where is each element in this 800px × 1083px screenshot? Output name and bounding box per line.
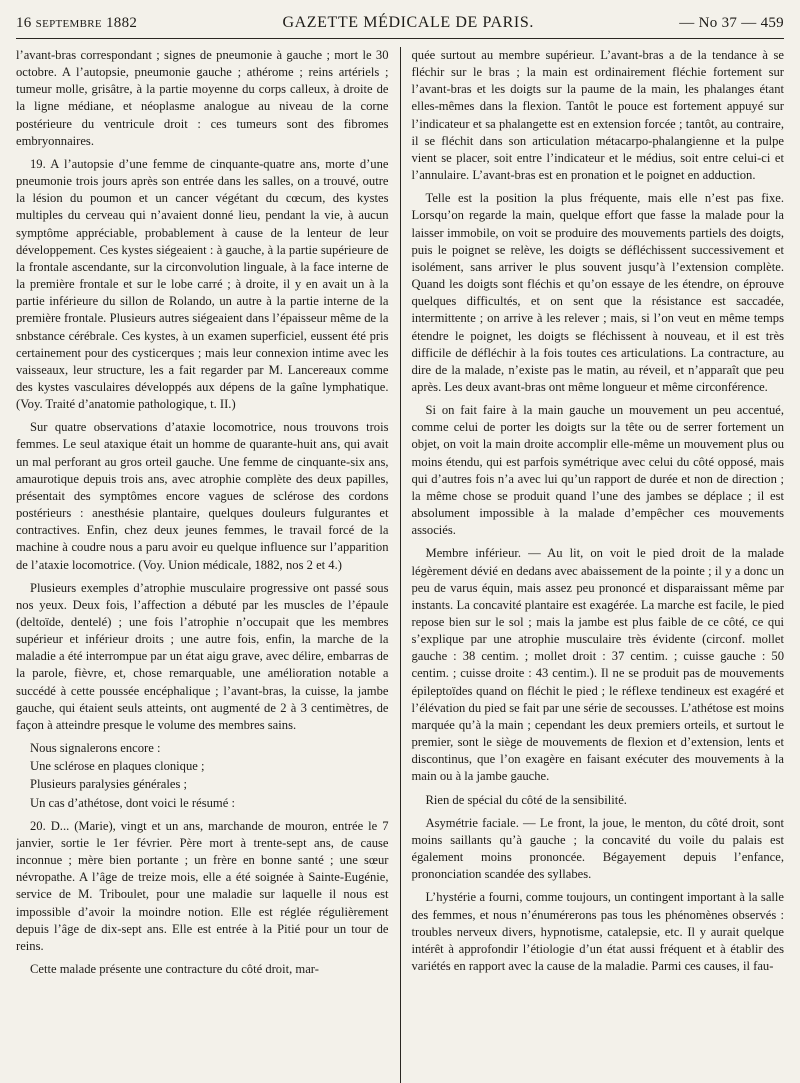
paragraph-ataxie: Sur quatre observations d’ataxie locomotrice, nous trouvons trois femmes. Le seul ataxique était un homme de quarante-huit ans, qui avait un mal perforant au gros orteil gauche. Une femme de cinquante-six ans, amaurotique depuis trois ans, avec atrophie complète des deux papilles, présentait des symptômes encore vagues de sclérose des cordons postérieurs : anesthésie plantaire, quelques douleurs fulgurantes et contractives. Enfin, chez deux jeunes femmes, le travail forcé de la machine à coudre nous a paru avoir eu quelque influence sur l’apparition de l’ataxie locomotrice. (Voy. Union médicale, 1882, nos 2 et 4.) [16, 420, 389, 572]
paragraph-contracture-continued: quée surtout au membre supérieur. L’avant-bras a de la tendance à se fléchir sur le bras ; la main est ordinairement fléchie fortement sur l’avant-bras et les doigts sur la paume de la main, les phalanges étant elles-mêmes dans la flexion. Tantôt le pouce est fortement appuyé sur l’indicateur et sa phalangette est en extension forcée ; tantôt, au contraire, il se fléchit dans son articulation métacarpo-phalangienne et la pulpe vient se placer, soit entre l’indicateur et le médius, soit entre celui-ci et l’annulaire. L’avant-bras est en pronation et le poignet en adduction. [411, 48, 784, 183]
paragraph-main-gauche: Si on fait faire à la main gauche un mouvement un peu accentué, comme celui de porter les doigts sur la tête ou de serrer fortement un objet, on voit la main droite accomplir elle-même un mouvement plus ou moins étendu, qui est parfois symétrique avec celui du côté opposé, mais qui d’autres fois n’a avec lui qu’un rapport de durée et non de direction ; la même chose se produit quand l’une des jambes se déplace ; il est absolument impossible à la malade d’empêcher ces mouvements associés. [411, 403, 784, 538]
text-columns [16, 47, 784, 1083]
paragraph-case-19: 19. A l’autopsie d’une femme de cinquante-quatre ans, morte d’une pneumonie trois jours après son entrée dans les salles, on a trouvé, outre la lésion du poumon et un cancer végétant du cœcum, des kystes multiples du cerveau qui n’avaient donné lieu, pendant la vie, à aucun symptôme appréciable, probablement à cause de la lenteur de leur développement. Ces kystes siégeaient : à gauche, à la partie supérieure de la frontale ascendante, sur la circonvolution linguale, à la face interne de la première frontale et sur le lobe carré ; à droite, il y en avait un à la partie inférieure du sillon de Rolando, un autre à la partie interne de la première frontale. Plusieurs autres siégeaient dans l’épaisseur même de la snbstance cérébrale. Ces kystes, à un examen superficiel, eussent été pris certainement pour des cysticerques ; mais leur connexion intime avec les vaisseaux, leur structure, les a fait regarder par M. Lancereaux comme des kystes vasculaires développés aux dépens de la gaîne lymphatique. (Voy. Traité d’anatomie pathologique, t. II.) [16, 156, 389, 412]
paragraph-membre-inferieur: Membre inférieur. — Au lit, on voit le pied droit de la malade légèrement dévié en dedans avec abaissement de la pointe ; il y a donc un peu de varus équin, mais assez peu prononcé et disparaissant même par instants. La concavité plantaire est exagérée. La marche est facile, le pied repose bien sur le sol ; mais la jambe est plus faible de ce côté, ce qui s’explique par une atrophie musculaire très évidente (circonf. mollet gauche : 38 centim. ; mollet droit : 37 centim. ; cuisse gauche : 50 centim. ; cuisse droite : 43 centim.). Il ne se produit pas de mouvements épileptoïdes quand on fléchit le pied ; le réflexe tendineux est exagéré et l’élévation du pied se fait par une série de secousses. L’athétose est moins marquée qu’à la main ; cependant les deux premiers orteils, et surtout le premier, sont le siège de mouvements de flexion et d’extension, lents et discontinus, que l’on exagère en faisant exécuter des mouvements à la main ou à la jambe gauche. [411, 546, 784, 784]
page-header [16, 14, 784, 39]
paragraph-asymetrie: Asymétrie faciale. — Le front, la joue, le menton, du côté droit, sont moins saillants qu’à gauche ; la concavité du voile du palais est également moins prononcée. Bégayement depuis l’enfance, prononciation scandée des syllabes. [411, 815, 784, 882]
right-column [401, 47, 785, 1083]
paragraph-hysterie: L’hystérie a fourni, comme toujours, un contingent important à la salle des femmes, et nous n’énumérerons pas tous les phénomènes observés : troubles nerveux divers, hypnotisme, catalepsie, etc. Il y aurait quelque intérêt à approfondir l’étiologie d’un état aussi fréquent et à établir des variétés en rapport avec la cause de la maladie. Parmi ces causes, il fau- [411, 890, 784, 973]
journal-title: GAZETTE MÉDICALE DE PARIS. [282, 14, 534, 31]
paragraph-contracture: Cette malade présente une contracture du côté droit, mar- [30, 961, 319, 976]
paragraph-case-20: 20. D... (Marie), vingt et un ans, marchande de mouron, entrée le 7 janvier, sortie le 1er février. Père mort à trente-sept ans, de cause inconnue ; mère bien portante ; un frère en bonne santé ; une sœur névropathe. A l’âge de treize mois, elle a été soignée à Sainte-Eugénie, service de M. Triboulet, pour une maladie sur laquelle il nous est impossible d’avoir la moindre notion. Elle est réglée régulièrement depuis l’âge de dix-sept ans. Elle est entrée à la Pitié pour un tour de reins. [16, 818, 389, 953]
paragraph-position: Telle est la position la plus fréquente, mais elle n’est pas fixe. Lorsqu’on regarde la main, quelque effort que fasse la malade pour la laisser immobile, on voit se produire des mouvements partiels des doigts, puis le poignet se relève, les doigts se défléchissent successivement et isolément, sans arriver le plus souvent jusqu’à l’extension complète. Quand les doigts sont fléchis et qu’on essaye de les étendre, on éprouve quelques difficultés, et on sent que la résistance est saccadée, intermittente ; on arrive à les relever ; mais, si l’on veut en même temps étendre le poignet, les doigts se fléchissent à nouveau, et il est très difficile de défléchir à la fois toutes ces articulations. La contracture, au dire de la malade, n’existe pas le matin, au réveil, et n’apparaît que peu après. Les deux avant-bras ont même longueur et même circonférence. [411, 191, 784, 394]
list-item-paralysies: Plusieurs paralysies générales ; [30, 777, 188, 792]
paragraph-atrophie: Plusieurs exemples d’atrophie musculaire progressive ont passé sous nos yeux. Deux fois, l’affection a débuté par les muscles de l’épaule (deltoïde, dentelé) ; une fois l’atrophie n’occupait que les membres supérieur et inférieur droits ; une autre fois, enfin, la marche de la maladie a été interrompue par un état aigu grave, avec délire, embarras de la parole, fièvre, et, chose remarquable, une amélioration notable a succédé à cette poussée encéphalique ; l’avant-bras, la cuisse, la jambe gauche, qui étaient seuls atteints, ont augmenté de 2 à 3 centimètres, de façon à atteindre presque le volume des membres sains. [16, 580, 389, 732]
list-item-athetose: Un cas d’athétose, dont voici le résumé : [30, 795, 235, 810]
paragraph-pneumonia-continued: l’avant-bras correspondant ; signes de pneumonie à gauche ; mort le 30 octobre. A l’autopsie, pneumonie gauche ; athérome ; reins artériels ; tumeur molle, grisâtre, à la partie moyenne du corps calleux, à droite de la ligne médiane, et néoplasme analogue au niveau de la corne postérieure du ventricule droit : ces tumeurs sont des fibromes embryonnaires. [16, 48, 389, 148]
issue-page-number: — No 37 — 459 [679, 15, 784, 31]
paragraph-signalerons: Nous signalerons encore : [30, 741, 161, 756]
header-date: 16 septembre 1882 [16, 15, 138, 31]
list-item-sclerose: Une sclérose en plaques clonique ; [30, 759, 205, 774]
paragraph-sensibilite: Rien de spécial du côté de la sensibilité. [425, 792, 627, 807]
left-column [16, 47, 400, 1083]
